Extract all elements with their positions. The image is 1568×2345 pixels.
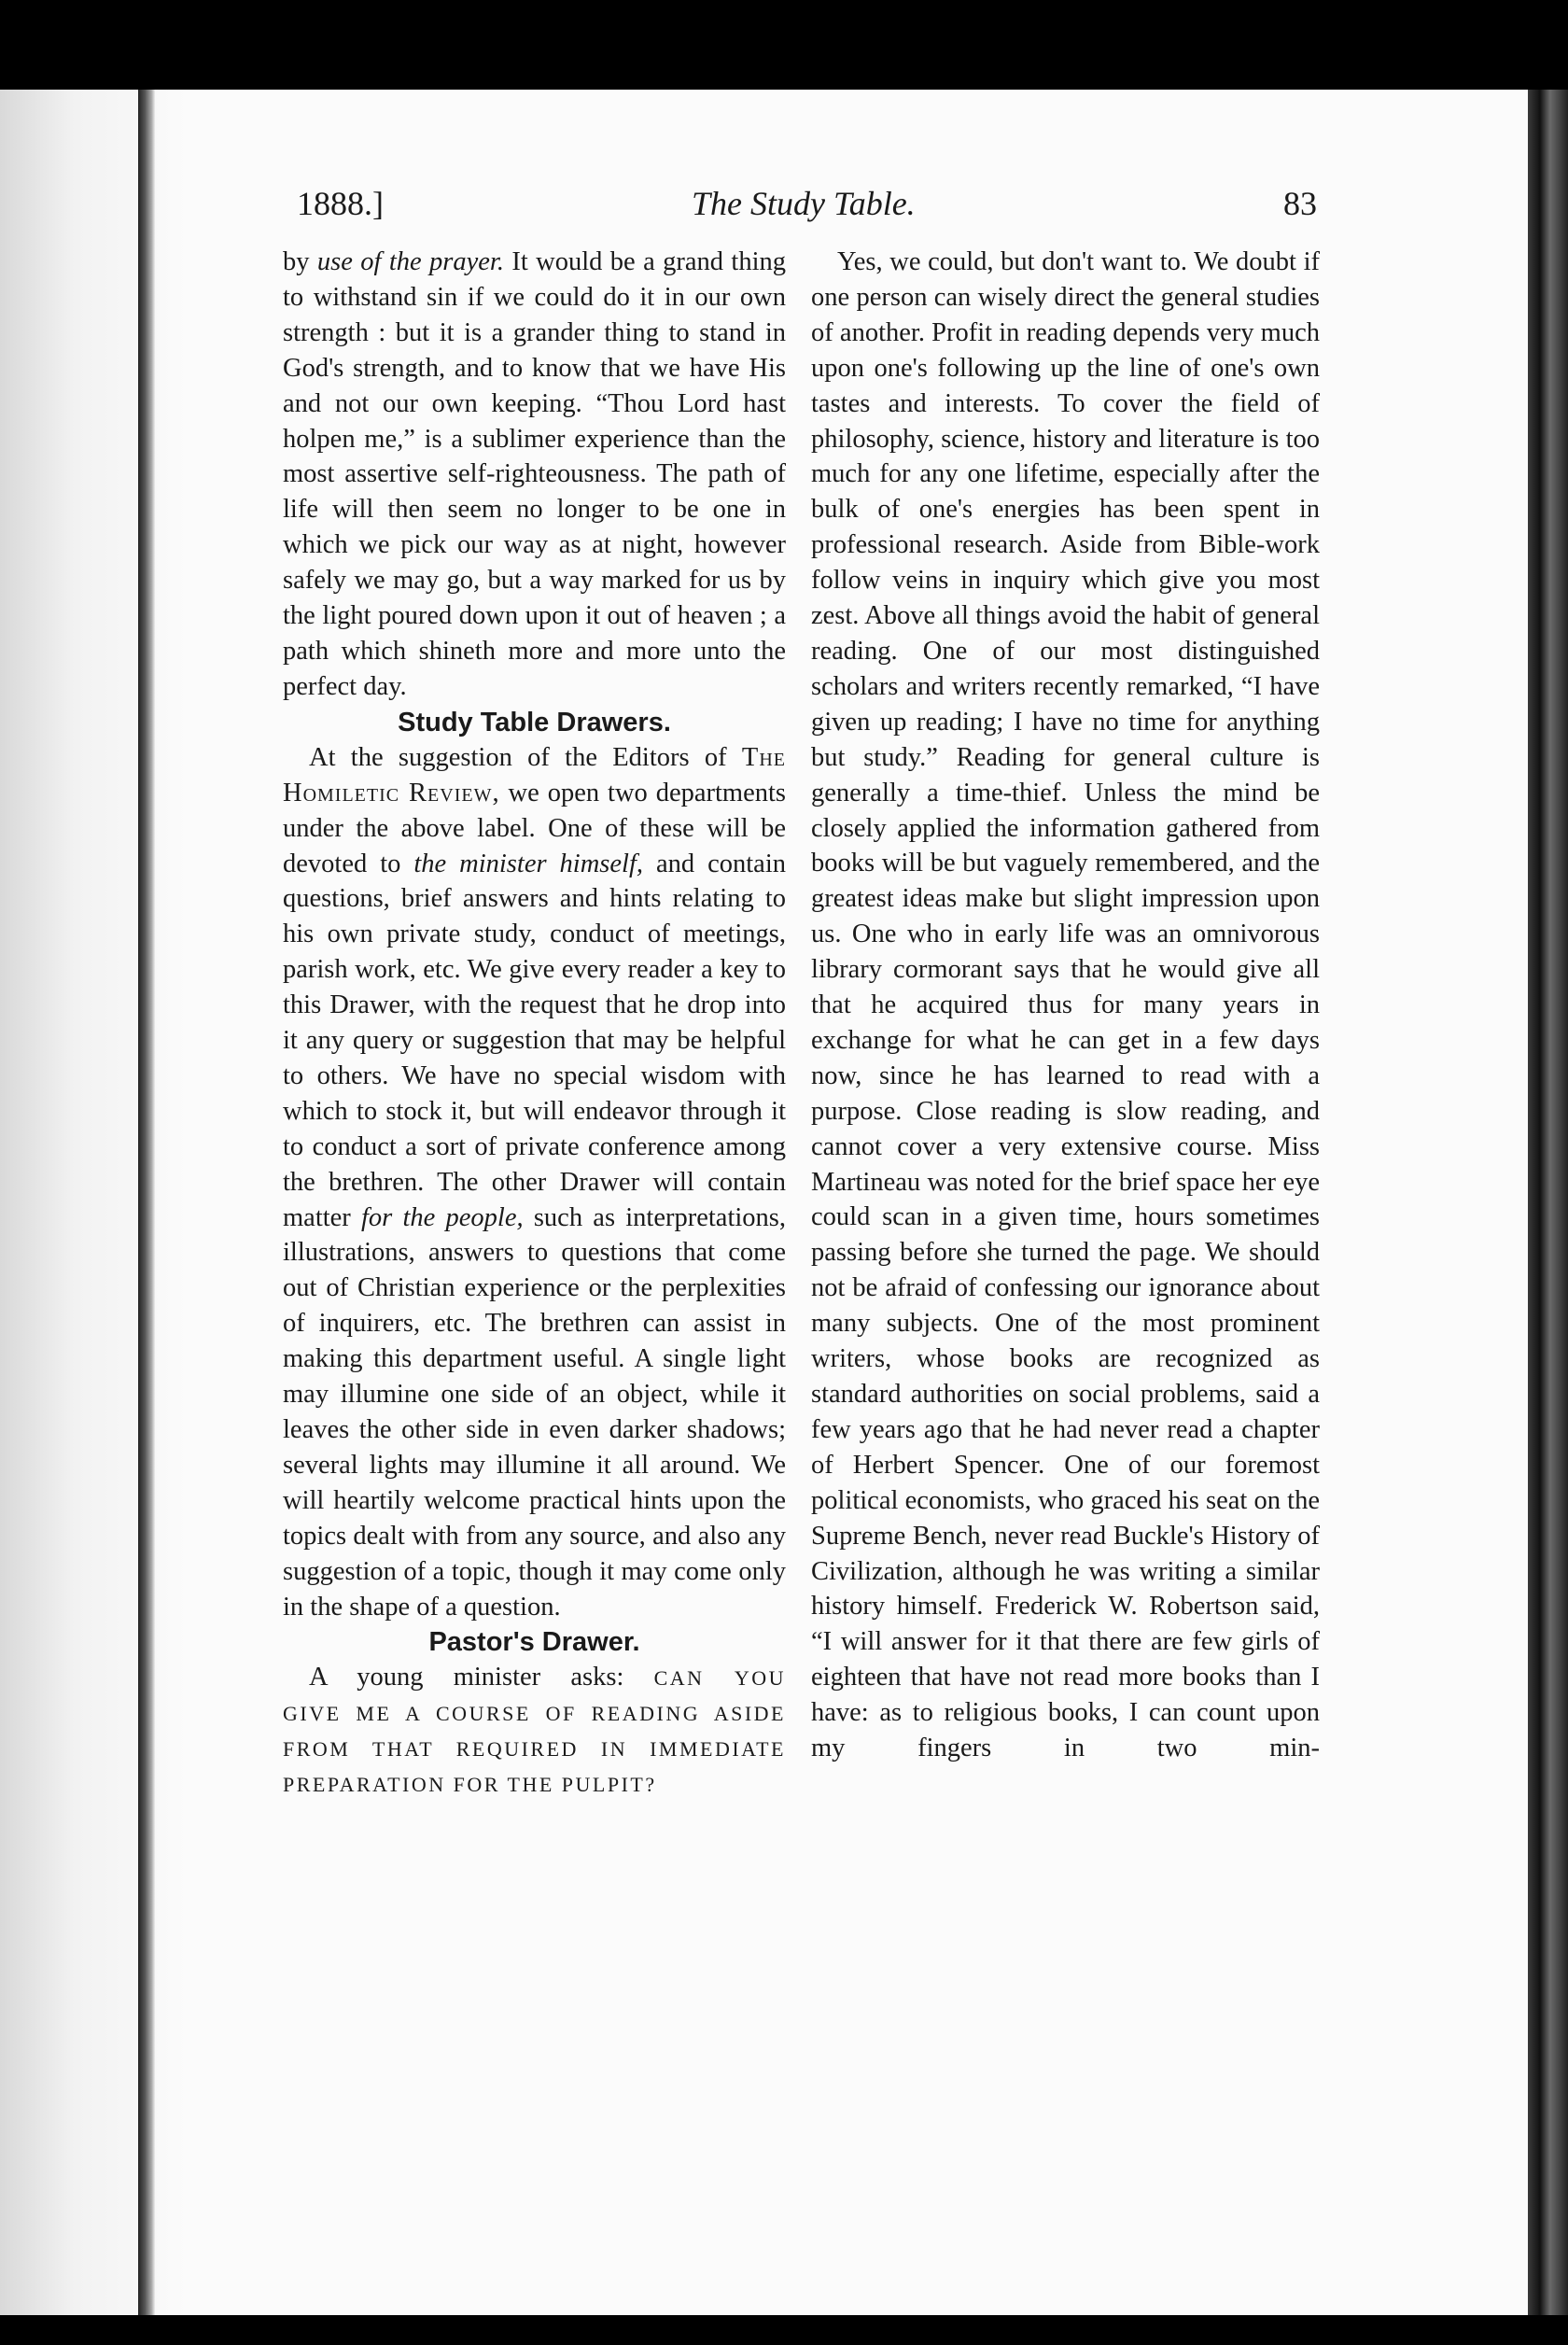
- paragraph-answer: Yes, we could, but don't want to. We doubt if one person can wisely direct the general studies of another. Profit in reading depends very much upon one's following up the line of one's own tastes and interests. To cover the field of philosophy, science, history and literature is too much for any one lifetime, especially after the bulk of one's energies has been spent in professional research. Aside from Bible-work follow veins in inquiry which give you most zest. Above all things avoid the habit of general reading. One of our most distinguished scholars and writers recently remarked, “I have given up reading; I have no time for anything but study.” Reading for general culture is generally a time-thief. Unless the mind be closely applied the information gathered from books will be but vaguely remembered, and the greatest ideas make but slight impression upon us. One who in early life was an omnivorous library cormorant says that he would give all that he acquired thus for many years in exchange for what he can get in a few days now, since he has learned to read with a purpose. Close reading is slow reading, and cannot cover a very extensive course. Miss Martineau was noted for the brief space her eye could scan in a given time, hours sometimes passing before she turned the page. We should not be afraid of confessing our ignorance about many subjects. One of the most prominent writers, whose books are recognized as standard authorities on social problems, said a few years ago that he had never read a chapter of Herbert Spencer. One of our foremost political economists, who graced his seat on the Supreme Bench, never read Buckle's History of Civilization, although he was writing a similar history himself. Frederick W. Robertson said, “I will answer for it that there are few girls of eighteen that have not read more books than I have: as to religious books, I can count upon my fingers in two min-: [811, 247, 1320, 1763]
- question-caps: FROM THAT REQUIRED IN IMMEDIATE: [283, 1737, 786, 1762]
- paragraph-text: we open two departments under the above label. One of these will be devoted to: [283, 778, 787, 878]
- right-column: [811, 245, 1320, 1766]
- question-caps: PREPARATION FOR THE PULPIT?: [283, 1773, 657, 1797]
- paragraph-prayer: [283, 245, 786, 705]
- italic-phrase: for the people,: [361, 1202, 524, 1232]
- section-heading-pastors-drawer: Pastor's Drawer.: [428, 1627, 640, 1658]
- italic-phrase: use of the prayer.: [316, 247, 504, 276]
- italic-phrase: the minister himself,: [413, 849, 643, 878]
- running-title: The Study Table.: [692, 185, 916, 222]
- question-caps: GIVE ME A COURSE OF READING ASIDE: [283, 1702, 786, 1726]
- paragraph-text: At the suggestion of the Editors of: [309, 742, 742, 772]
- page-number: 83: [1283, 185, 1317, 222]
- paragraph-text: such as interpretations, illustrations, answers to questions that come out of Christian experience or the perplexities of inquirers, etc. The brethren can assist in making this department useful. A single light may illumine one side of an object, while it leaves the other side in even darker shadows; several lights may illumine it all around. We will heartily welcome practical hints upon the topics dealt with from any source, and also any suggestion of a topic, though it may come only in the shape of a question.: [283, 1202, 786, 1622]
- paragraph-drawers: [283, 740, 786, 1625]
- header-year: 1888.]: [297, 185, 384, 222]
- paragraph-text: It would be a grand thing to withstand sin if we could do it in our own strength : but it is a grander thing to stand in God's strength, and to know that we have His and not our own keeping. “Thou Lord hast holpen me,” is a sublimer experience than the most assertive self-righteousness. The path of life will then seem no longer to be one in which we pick our way as at night, however safely we may go, but a way marked for us by the light poured down upon it out of heaven ; a path which shineth more and more unto the perfect day.: [283, 247, 786, 701]
- paragraph-text: and contain questions, brief answers and hints relating to his own private study, conduct of meetings, parish work, etc. We give every reader a key to this Drawer, with the request that he drop into it any query or suggestion that may be helpful to others. We have no special wisdom with which to stock it, but will endeavor through it to conduct a sort of private conference among the brethren. The other Drawer will contain matter: [283, 849, 786, 1232]
- paragraph-text: by: [283, 247, 317, 276]
- section-heading-study-table-drawers: Study Table Drawers.: [398, 707, 671, 737]
- binding-edge: [138, 90, 155, 2315]
- left-column: [283, 245, 786, 1803]
- gutter-shadow: [0, 90, 187, 2315]
- page-edge-strip: [1528, 90, 1568, 2345]
- question-caps: CAN YOU: [653, 1666, 786, 1691]
- paragraph-text: A young minister asks:: [309, 1663, 654, 1692]
- paragraph-question: [283, 1660, 786, 1696]
- scan-border: [0, 2315, 1568, 2345]
- journal-name: The Homiletic Review,: [283, 742, 786, 807]
